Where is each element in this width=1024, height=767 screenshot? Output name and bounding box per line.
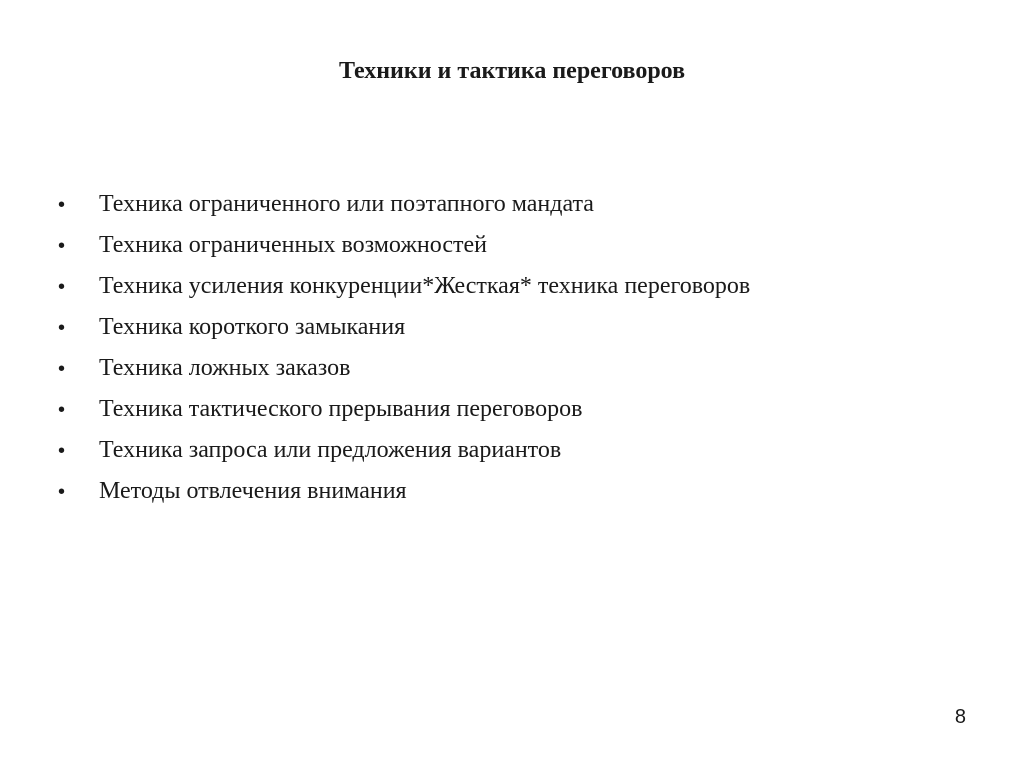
bullet-icon: • bbox=[58, 276, 66, 298]
bullet-item bbox=[58, 471, 958, 512]
bullet-icon: • bbox=[58, 481, 66, 503]
bullet-icon: • bbox=[58, 317, 66, 339]
bullet-item bbox=[58, 266, 958, 307]
bullet-item bbox=[58, 225, 958, 266]
bullet-icon: • bbox=[58, 358, 66, 380]
bullet-item bbox=[58, 389, 958, 430]
bullet-text: Техника ограниченного или поэтапного мандата bbox=[99, 191, 594, 217]
bullet-icon: • bbox=[58, 440, 66, 462]
bullet-icon: • bbox=[58, 399, 66, 421]
bullet-item bbox=[58, 307, 958, 348]
bullet-item bbox=[58, 430, 958, 471]
bullet-list bbox=[58, 184, 958, 512]
bullet-item bbox=[58, 184, 958, 225]
bullet-text: Методы отвлечения внимания bbox=[99, 478, 407, 504]
bullet-text: Техника запроса или предложения вариантов bbox=[99, 437, 562, 463]
bullet-item bbox=[58, 348, 958, 389]
page-number: 8 bbox=[954, 706, 966, 728]
bullet-icon: • bbox=[58, 194, 66, 216]
bullet-text: Техника усиления конкуренции*Жесткая* техника переговоров bbox=[99, 273, 751, 299]
slide-title: Техники и тактика переговоров bbox=[338, 58, 686, 84]
bullet-text: Техника тактического прерывания переговоров bbox=[99, 396, 583, 422]
bullet-icon: • bbox=[58, 235, 66, 257]
bullet-text: Техника короткого замыкания bbox=[99, 314, 406, 340]
bullet-text: Техника ограниченных возможностей bbox=[99, 232, 487, 258]
bullet-text: Техника ложных заказов bbox=[99, 355, 351, 381]
